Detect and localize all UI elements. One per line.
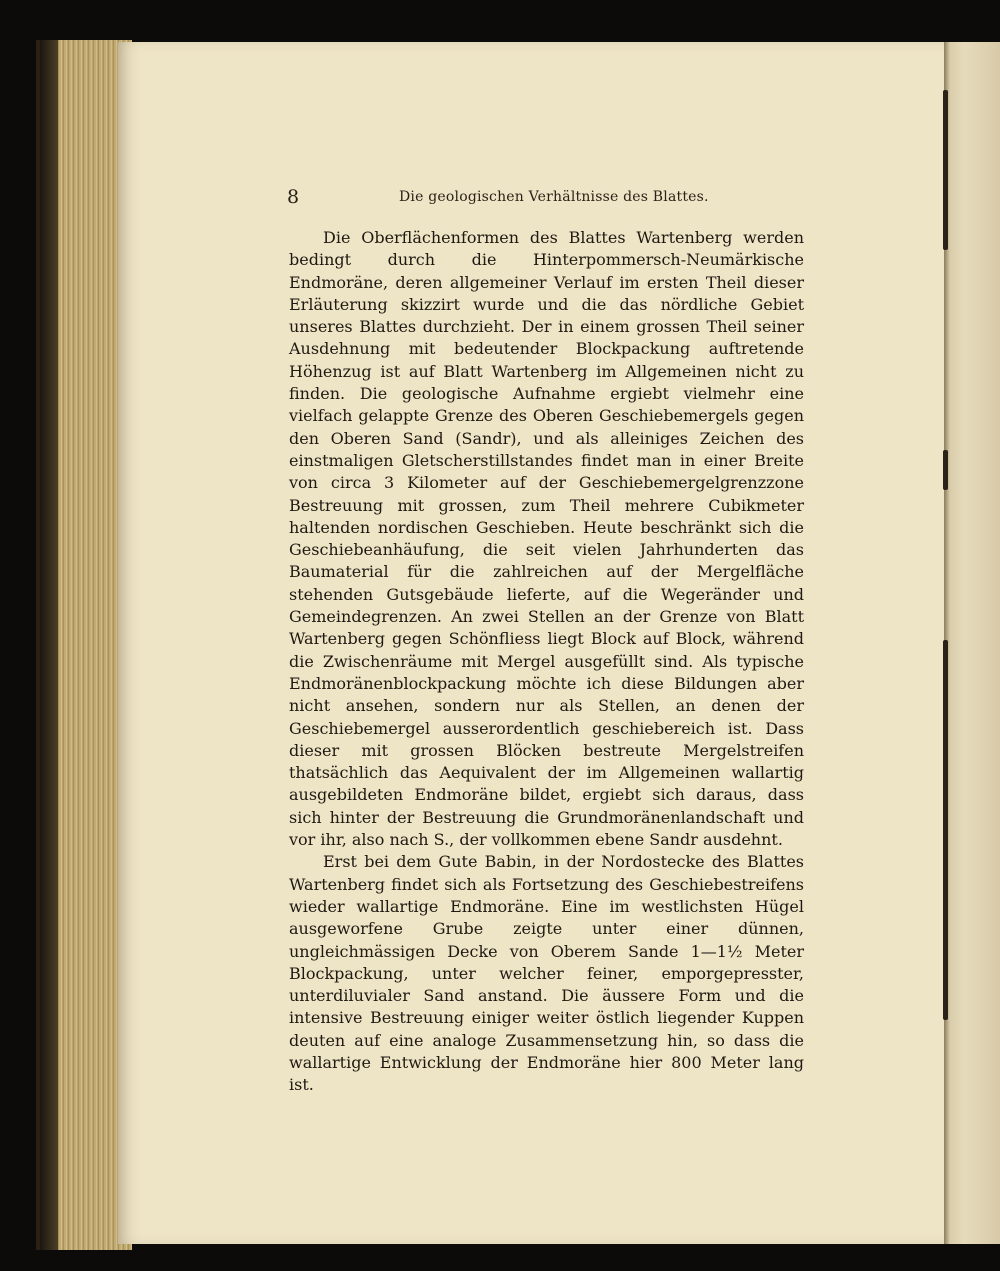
paragraph: Erst bei dem Gute Babin, in der Nordostecke des Blattes Wartenberg findet sich als Fortsetzung des Geschiebestreifens wieder wallartige Endmoräne. Eine im westlichsten Hügel ausgeworfene Grube zeigte unter einer dünnen, ungleichmässigen Decke von Oberem Sande 1—1½ Meter Blockpackung, unter welcher feiner, emporgepresster, unterdiluvialer Sand anstand. Die äussere Form und die intensive Bestreuung einiger weiter östlich liegender Kuppen deuten auf eine analoge Zusammensetzung hin, so dass die wallartige Entwicklung der Endmoräne hier 800 Meter lang ist.: [289, 852, 804, 1095]
body-text: [289, 227, 804, 1097]
facing-page-edge: [944, 42, 1000, 1244]
page-number: 8: [287, 186, 300, 208]
running-title: Die geologischen Verhältnisse des Blattes.: [399, 189, 709, 205]
paragraph: Die Oberflächenformen des Blattes Wartenberg werden bedingt durch die Hinterpommersch-Neumärkische Endmoräne, deren allgemeiner Verlauf im ersten Theil dieser Erläuterung skizzirt wurde und die das nördliche Gebiet unseres Blattes durchzieht. Der in einem grossen Theil seiner Ausdehnung mit bedeutender Blockpackung auftretende Höhenzug ist auf Blatt Wartenberg im Allgemeinen nicht zu finden. Die geologische Aufnahme ergiebt vielmehr eine vielfach gelappte Grenze des Oberen Geschiebemergels gegen den Oberen Sand (Sandr), und als alleiniges Zeichen des einstmaligen Gletscherstillstandes findet man in einer Breite von circa 3 Kilometer auf der Geschiebemergelgrenzzone Bestreuung mit grossen, zum Theil mehrere Cubikmeter haltenden nordischen Geschieben. Heute beschränkt sich die Geschiebeanhäufung, die seit vielen Jahrhunderten das Baumaterial für die zahlreichen auf der Mergelfläche stehenden Gutsgebäude lieferte, auf die Wegeränder und Gemeindegrenzen. An zwei Stellen an der Grenze von Blatt Wartenberg gegen Schönfliess liegt Block auf Block, während die Zwischenräume mit Mergel ausgefüllt sind. Als typische Endmoränenblockpackung möchte ich diese Bildungen aber nicht ansehen, sondern nur als Stellen, an denen der Geschiebemergel ausserordentlich geschiebereich ist. Dass dieser mit grossen Blöcken bestreute Mergelstreifen thatsächlich das Aequivalent der im Allgemeinen wallartig ausgebildeten Endmoräne bildet, ergiebt sich daraus, dass sich hinter der Bestreuung die Grundmoränenlandschaft und vor ihr, also nach S., der vollkommen ebene Sandr ausdehnt.: [289, 228, 804, 850]
binding-thread: [943, 450, 948, 490]
binding-thread: [943, 640, 948, 1020]
page-header: [287, 186, 807, 212]
binding-thread: [943, 90, 948, 250]
